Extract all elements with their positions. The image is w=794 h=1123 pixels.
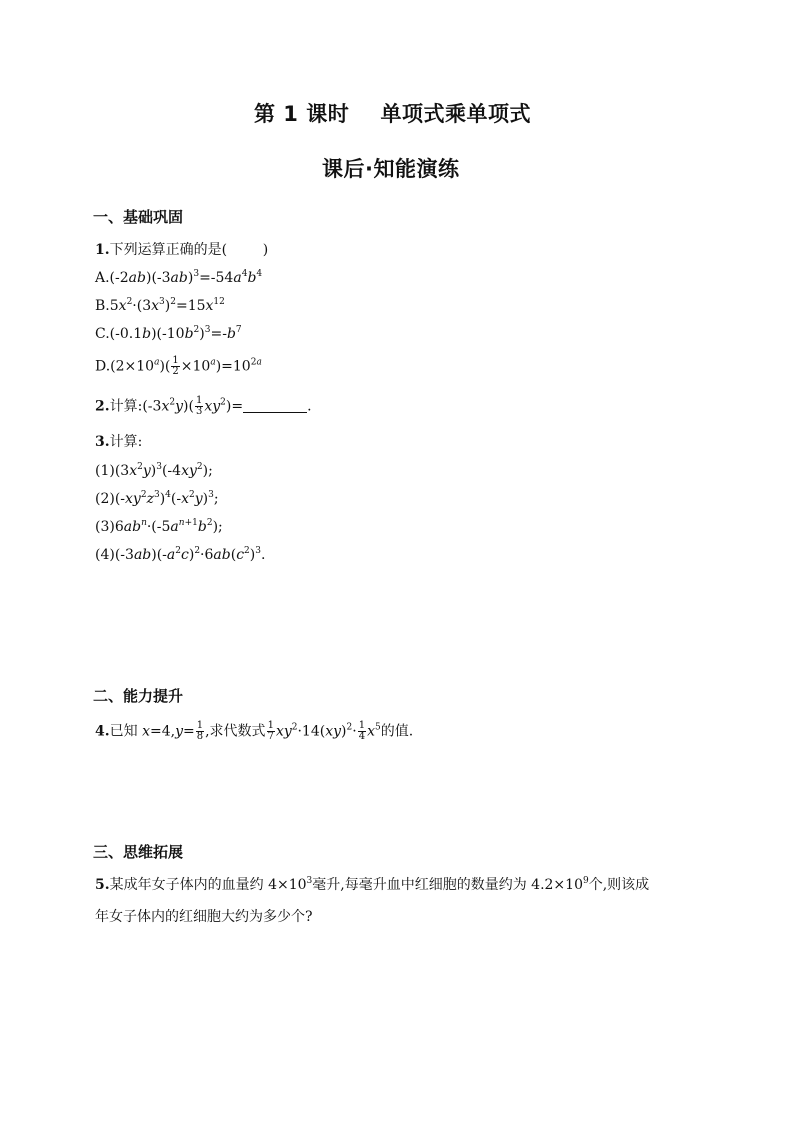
section-ability: 二、能力提升 bbox=[93, 687, 184, 705]
question-3-part-1: $(1)(3x^2y)^3(-4xy^2)$; bbox=[95, 462, 213, 479]
question-2: 2.计算$:(-3x^2y)$( $\frac{1}{3}$ $xy^2)=$ . bbox=[95, 395, 312, 417]
question-number: 5. bbox=[95, 877, 110, 893]
question-1-option-a: $A.(-2ab)(-3ab)^3=-54a^4b^4$ bbox=[95, 269, 263, 286]
subtitle-text: 课后·知能演练 bbox=[322, 157, 460, 181]
question-number: 1. bbox=[95, 242, 110, 258]
question-1-text: 下列运算正确的是( ) bbox=[109, 242, 269, 258]
question-3-part-2: $(2)(-xy^2z^3)^4(-x^2y)^3$; bbox=[95, 490, 219, 507]
page-subtitle bbox=[322, 153, 459, 183]
answer-blank[interactable] bbox=[243, 398, 307, 413]
question-1-stem bbox=[95, 240, 268, 260]
question-3-part-3: $(3)6ab^n\cdot(-5a^{n+1}b^2)$; bbox=[95, 518, 223, 535]
question-5-line-1: 5.某成年女子体内的血量约 $4\times 10^3$毫升,每毫升血中红细胞的数量约为 $4.2\times 10^9$个,则该成 bbox=[95, 876, 650, 893]
section-basic: 一、基础巩固 bbox=[93, 208, 184, 226]
question-number: 2. bbox=[95, 398, 110, 415]
question-3-part-4: $(4)(-3ab)(-a^2c)^2\cdot 6ab(c^2)^3$. bbox=[95, 546, 266, 563]
question-5-line-2: 年女子体内的红细胞大约为多少个? bbox=[95, 909, 313, 925]
section-extension: 三、思维拓展 bbox=[93, 843, 184, 861]
lesson-title bbox=[254, 98, 531, 128]
question-1-option-c: $C.(-0.1b)(-10b^2)^3=-b^7$ bbox=[95, 325, 242, 342]
question-3-text: 计算: bbox=[109, 434, 143, 450]
lesson-title-text: 第 1 课时 单项式乘单项式 bbox=[254, 102, 531, 126]
question-number: 3. bbox=[95, 434, 110, 450]
question-3-stem bbox=[95, 432, 142, 452]
question-number: 4. bbox=[95, 723, 110, 740]
question-1-option-d: $D.(2\times 10^a)$( $\frac{1}{2}$ $\times 10^a)=10^{2a}$ bbox=[95, 355, 262, 377]
question-1-option-b: $B.5x^2\cdot(3x^3)^2=15x^{12}$ bbox=[95, 297, 225, 314]
question-4: 4.已知 x=4,y= $\frac{1}{8}$ ,求代数式 $\frac{1}{7}$ $xy^2\cdot 14(xy)^2\cdot$ $\frac{1}{4}$ $x^5$的值. bbox=[95, 720, 414, 742]
